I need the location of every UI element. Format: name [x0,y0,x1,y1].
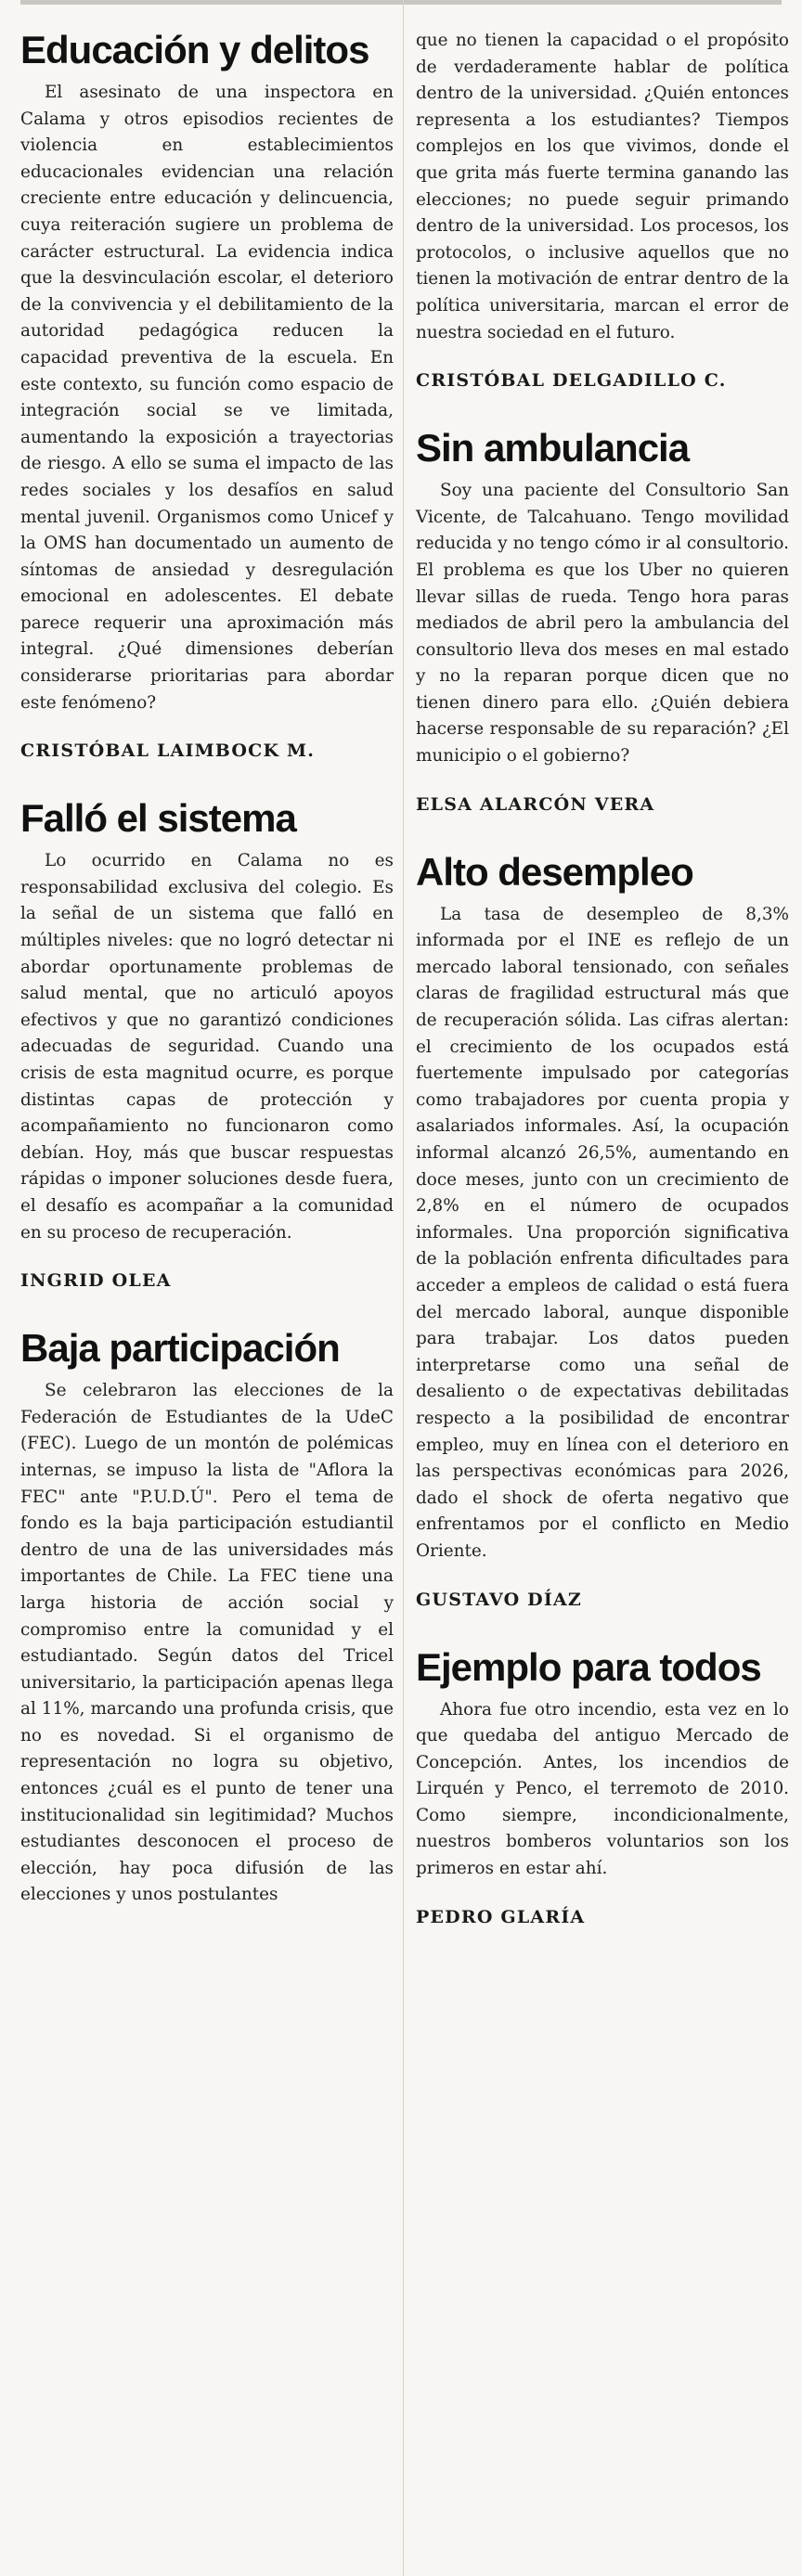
letter-ejemplo-para-todos [416,1645,789,1927]
letter-title: Educación y delitos [20,28,369,71]
letter-sin-ambulancia [416,426,789,815]
letter-title: Ejemplo para todos [416,1644,761,1689]
letter-alto-desempleo [416,850,789,1610]
letter-title: Sin ambulancia [416,426,690,470]
letter-body: Soy una paciente del Consultorio San Vicente, de Talcahuano. Tengo movilidad reducida y no tengo cómo ir al consultorio. El problema es que los Uber no quieren llevar sillas de rueda. Tengo hora paras mediados de abril pero la ambulancia del consultorio lleva dos meses en mal estado y no la reparan porque dicen que no tienen dinero para ello. ¿Quién debiera hacerse responsable de su reparación? ¿El municipio o el gobierno? [416,481,789,766]
letter-author: CRISTÓBAL DELGADILLO C. [416,370,727,392]
letter-author: ELSA ALARCÓN VERA [416,793,655,815]
letter-body: Lo ocurrido en Calama no es responsabilidad exclusiva del colegio. Es la señal de un sistema que falló en múltiples niveles: que no logró detectar ni abordar oportunamente problemas de salud mental, que no articuló apoyos efectivos y que no garantizó condiciones adecuadas de seguridad. Cuando una crisis de esta magnitud ocurre, es porque distintas capas de protección y acompañamiento no funcionaron como debían. Hoy, más que buscar respuestas rápidas o imponer soluciones desde fuera, el desafío es acompañar a la comunidad en su proceso de recuperación. [20,851,394,1243]
letter-body: La tasa de desempleo de 8,3% informada por el INE es reflejo de un mercado laboral tensionado, con señales claras de fragilidad estructural más que de recuperación sólida. Las cifras alertan: el crecimiento de los ocupados está fuertemente impulsado por categorías como trabajadores por cuenta propia y asalariados informales. Así, la ocupación informal alcanzó 26,5%, aumentando en doce meses, junto con un crecimiento de 2,8% en el número de ocupados informales. Una proporción significativa de la población enfrenta dificultades para acceder a empleos de calidad o está fuera del mercado laboral, aunque disponible para trabajar. Los datos pueden interpretarse como una señal de desaliento o de expectativas debilitadas respecto a la posibilidad de encontrar empleo, muy en línea con el deterioro en las perspectivas económicas para 2026, dado el shock de oferta negativo que enfrentamos por el conflicto en Medio Oriente. [416,904,789,1561]
letter-author: PEDRO GLARÍA [416,1906,586,1927]
letter-body-part-1: Se celebraron las elecciones de la Federación de Estudiantes de la UdeC (FEC). Luego de un montón de polémicas internas, se impuso la lista de "Aflora la FEC" ante "P.U.D.Ú". Pero el tema de fondo es la baja participación estudiantil dentro de una de las universidades más importantes de Chile. La FEC tiene una larga historia de acción social y compromiso entre la comunidad y el estudiantado. Según datos del Tricel universitario, la participación apenas llega al 11%, marcando una profunda crisis, que no es novedad. Si el organismo de representación no logra su objetivo, entonces ¿cuál es el punto de tener una institucionalidad sin legitimidad? Muchos estudiantes desconocen el proceso de elección, hay poca difusión de las elecciones y unos postulantes [20,1381,394,1905]
right-column [416,28,789,1927]
left-column [20,28,394,1909]
letter-author: GUSTAVO DÍAZ [416,1589,582,1610]
letter-body: Ahora fue otro incendio, esta vez en lo que quedaba del antiguo Mercado de Concepción. Antes, los incendios de Lirquén y Penco, el terremoto de 2010. Como siempre, incondicionalmente, nuestros bomberos voluntarios son los primeros en estar ahí. [416,1699,789,1879]
letter-title: Falló el sistema [20,796,296,841]
letter-fallo-el-sistema [20,796,394,1291]
letter-body-part-2: que no tienen la capacidad o el propósito de verdaderamente hablar de política dentro de la universidad. ¿Quién entonces representa a los estudiantes? Tiempos complejos en los que vivimos, donde el que grita más fuerte termina ganando las elecciones; no puede seguir primando dentro de la universidad. Los procesos, los protocolos, o inclusive aquellos que no tienen la motivación de entrar dentro de la política universitaria, marcan el error de nuestra sociedad en el futuro. [416,31,789,342]
top-rule [20,0,782,5]
column-divider [403,0,404,2576]
letter-author: INGRID OLEA [20,1270,172,1292]
letter-baja-participacion [20,1326,394,1909]
letter-body: El asesinato de una inspectora en Calama y otros episodios recientes de violencia en establecimientos educacionales evidencian una relación creciente entre educación y delincuencia, cuya reiteración sugiere un problema de carácter estructural. La evidencia indica que la desvinculación escolar, el deterioro de la convivencia y el debilitamiento de la autoridad pedagógica reducen la capacidad preventiva de la escuela. En este contexto, su función como espacio de integración social se ve limitada, aumentando la exposición a trayectorias de riesgo. A ello se suma el impacto de las redes sociales y los desafíos en salud mental juvenil. Organismos como Unicef y la OMS han documentado un aumento de síntomas de ansiedad y desregulación emocional en adolescentes. El debate parece requerir una aproximación más integral. ¿Qué dimensiones deberían considerarse prioritarias para abordar este fenómeno? [20,83,394,713]
letter-title: Baja participación [20,1326,340,1371]
letter-baja-participacion-continued [416,28,789,391]
letter-author: CRISTÓBAL LAIMBOCK M. [20,741,316,762]
letter-educacion-y-delitos [20,28,394,761]
letter-title: Alto desempleo [416,849,693,894]
